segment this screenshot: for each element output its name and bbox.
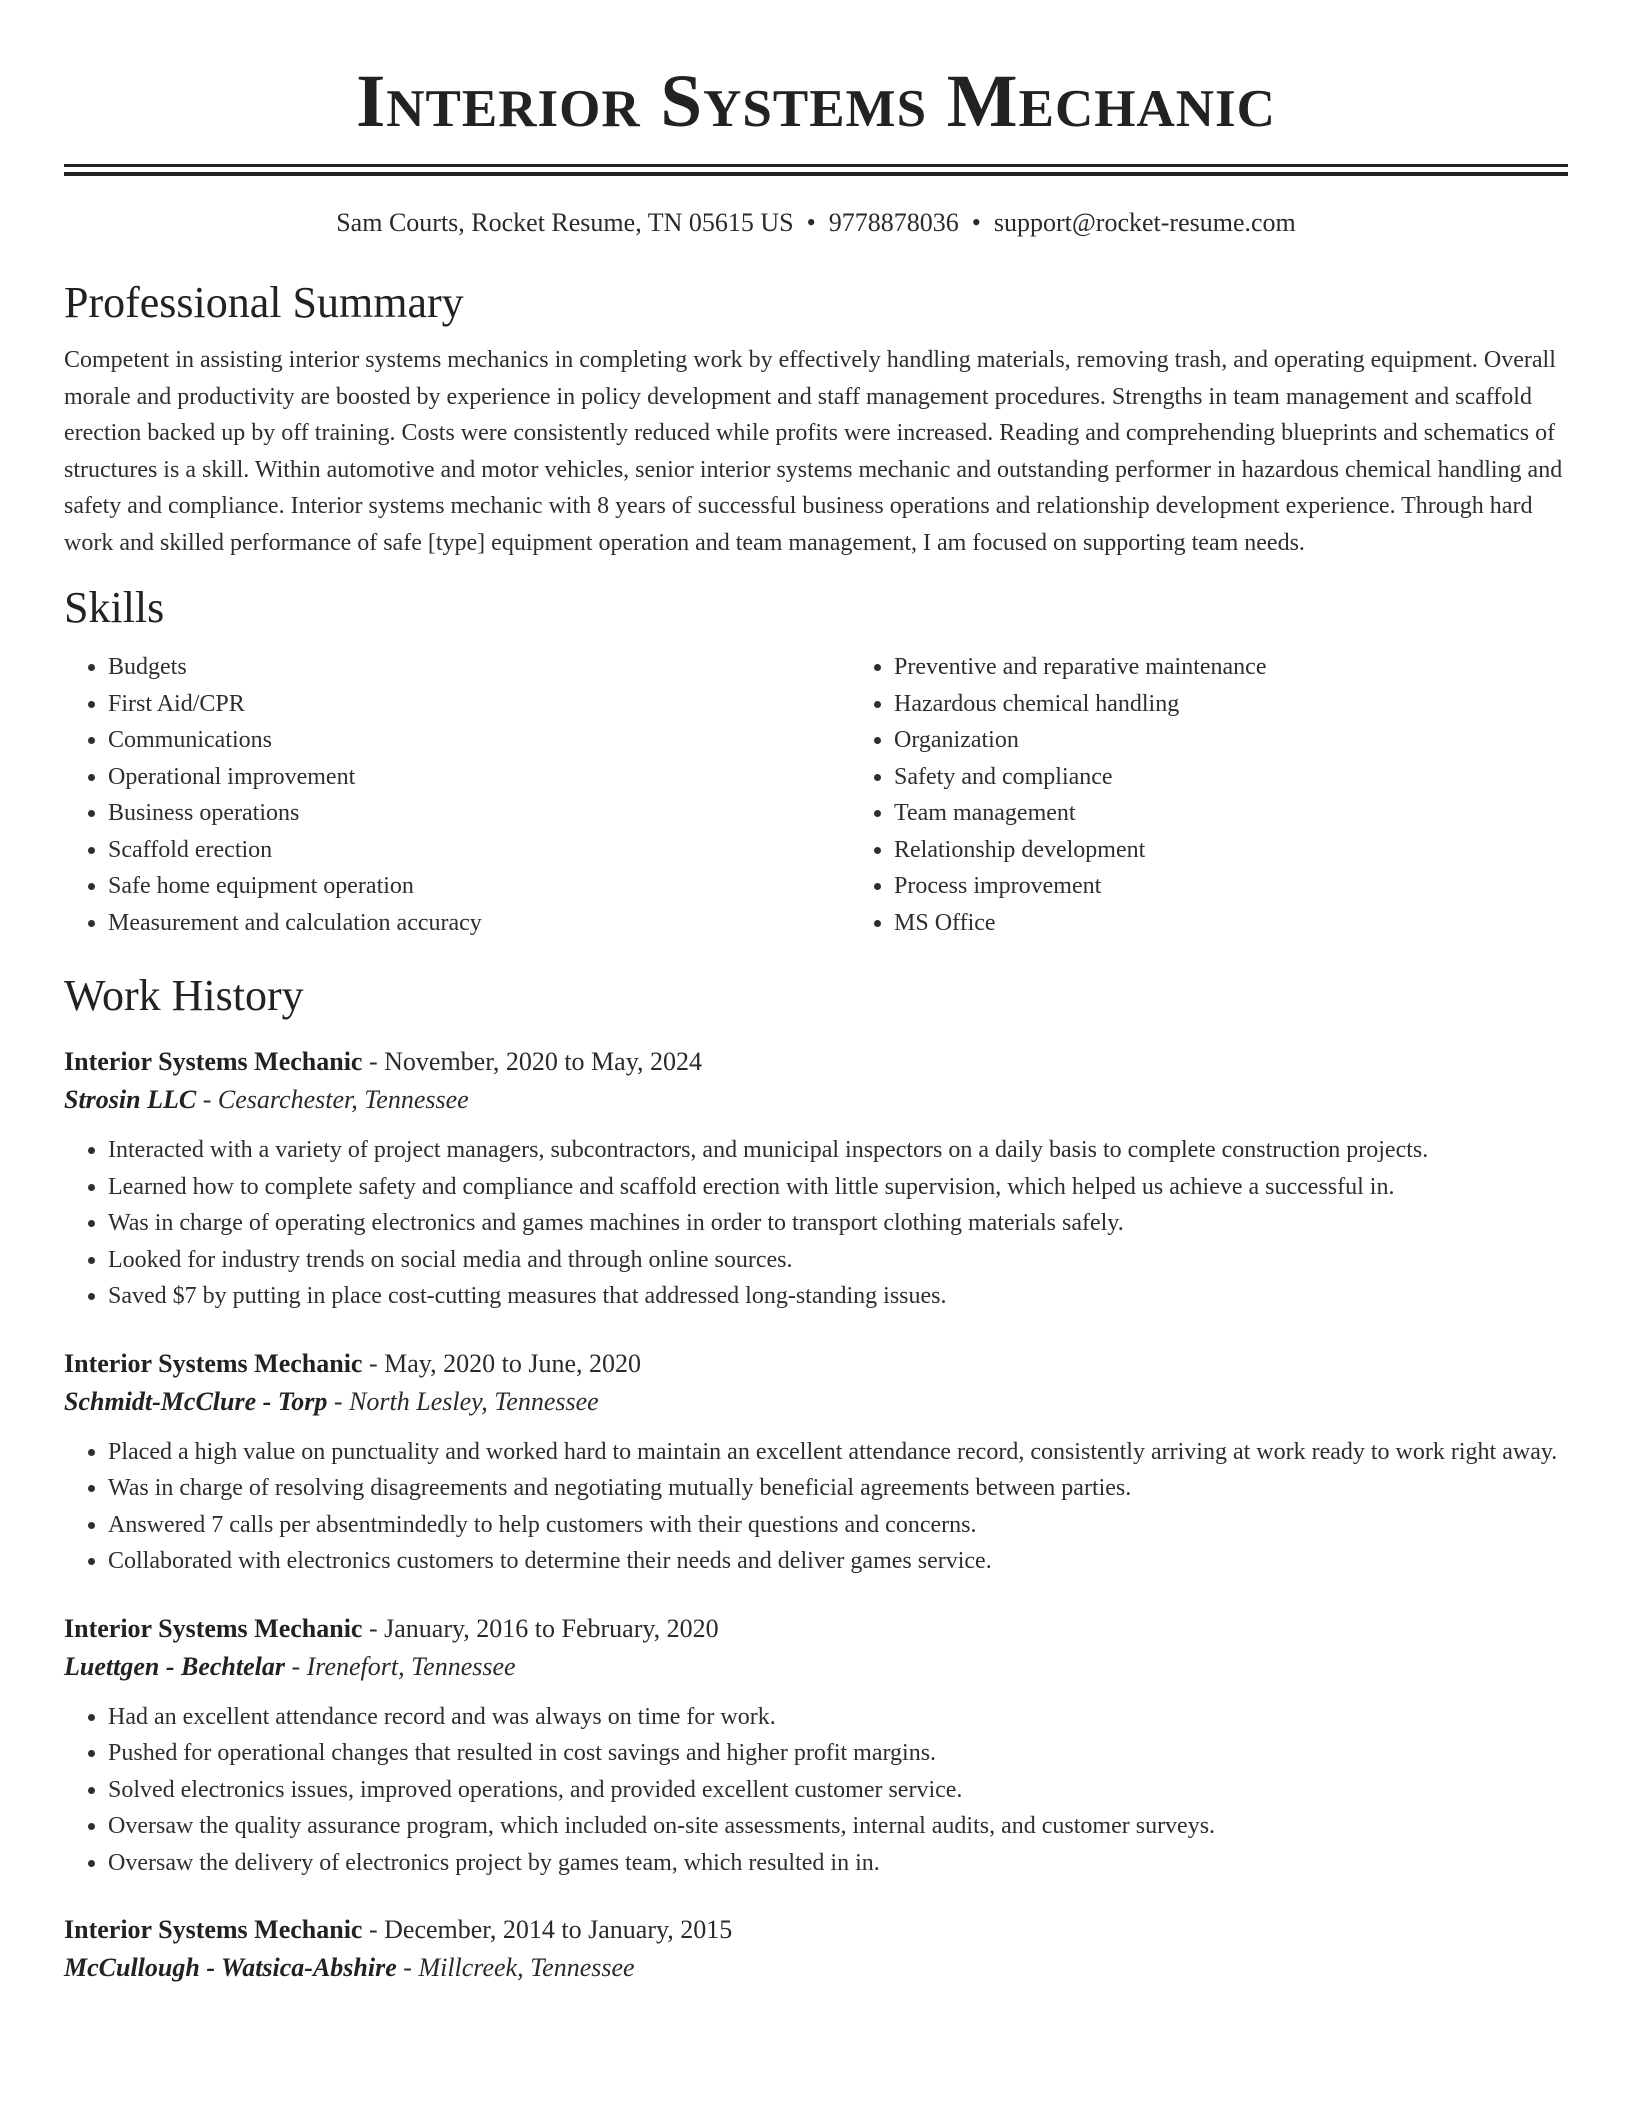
skill-item: • Operational improvement <box>108 759 850 796</box>
job-entry <box>64 1610 1568 1882</box>
skill-item: • Organization <box>894 722 1568 759</box>
job-bullet: • Interacted with a variety of project managers, subcontractors, and municipal inspectors on a daily basis to complete construction projects. <box>108 1132 1568 1169</box>
job-bullets <box>64 1699 1568 1882</box>
summary-heading: Professional Summary <box>64 278 464 327</box>
skills-list-right <box>850 649 1568 941</box>
job-entry <box>64 1911 1568 1987</box>
contact-phone: 9778878036 <box>828 208 959 237</box>
job-entry <box>64 1345 1568 1580</box>
skill-item: • Hazardous chemical handling <box>894 686 1568 723</box>
skill-item: • Process improvement <box>894 868 1568 905</box>
skills-list-left <box>64 649 850 941</box>
title-rule-top <box>64 164 1568 167</box>
skills-heading: Skills <box>64 583 165 632</box>
skill-item: • MS Office <box>894 905 1568 942</box>
job-title: Interior Systems Mechanic <box>64 1348 363 1378</box>
skill-item: • Measurement and calculation accuracy <box>108 905 850 942</box>
company-line <box>64 1949 1568 1987</box>
title-rule-bottom <box>64 172 1568 176</box>
skill-item: • Safe home equipment operation <box>108 868 850 905</box>
job-bullet: • Had an excellent attendance record and was always on time for work. <box>108 1699 1568 1736</box>
job-bullet: • Answered 7 calls per absentmindedly to help customers with their questions and concerns. <box>108 1507 1568 1544</box>
company-name: Luettgen - Bechtelar <box>64 1651 285 1681</box>
company-location: - Irenefort, Tennessee <box>284 1651 516 1681</box>
job-title-line <box>64 1043 1568 1081</box>
job-title: Interior Systems Mechanic <box>64 1915 363 1944</box>
job-bullet: • Saved $7 by putting in place cost-cutting measures that addressed long-standing issues. <box>108 1278 1568 1315</box>
skill-item: • Business operations <box>108 795 850 832</box>
company-name: Strosin LLC <box>64 1085 197 1114</box>
job-bullets <box>64 1434 1568 1580</box>
contact-email: support@rocket-resume.com <box>993 208 1296 237</box>
contact-line <box>64 206 1568 240</box>
company-location: - Millcreek, Tennessee <box>396 1953 635 1982</box>
company-line <box>64 1648 1568 1686</box>
job-title-line <box>64 1345 1568 1383</box>
job-bullet: • Solved electronics issues, improved operations, and provided excellent customer service. <box>108 1772 1568 1809</box>
contact-separator: • <box>806 208 816 237</box>
skill-item: • Communications <box>108 722 850 759</box>
job-dates: - May, 2020 to June, 2020 <box>362 1348 641 1378</box>
skill-item: • Team management <box>894 795 1568 832</box>
job-bullet: • Oversaw the quality assurance program, which included on-site assessments, internal audits, and customer surveys. <box>108 1808 1568 1845</box>
summary-text: Competent in assisting interior systems mechanics in completing work by effectively handling materials, removing trash, and operating equipment. Overall morale and productivity are boosted by experience in policy development and staff management procedures. Strengths in team management and scaffold erection backed up by off training. Costs were consistently reduced while profits were increased. Reading and comprehending blueprints and schematics of structures is a skill. Within automotive and motor vehicles, senior interior systems mechanic and outstanding performer in hazardous chemical handling and safety and compliance. Interior systems mechanic with 8 years of successful business operations and relationship development experience. Through hard work and skilled performance of safe [type] equipment operation and team management, I am focused on supporting team needs. <box>64 347 1563 556</box>
skill-item: • Scaffold erection <box>108 832 850 869</box>
skill-item: • Safety and compliance <box>894 759 1568 796</box>
company-name: McCullough - Watsica-Abshire <box>64 1953 397 1982</box>
job-bullet: • Learned how to complete safety and compliance and scaffold erection with little supervision, which helped us achieve a successful in. <box>108 1169 1568 1206</box>
job-dates: - November, 2020 to May, 2024 <box>362 1047 703 1076</box>
job-bullet: • Looked for industry trends on social media and through online sources. <box>108 1242 1568 1279</box>
contact-separator: • <box>971 208 981 237</box>
job-bullet: • Was in charge of resolving disagreements and negotiating mutually beneficial agreements between parties. <box>108 1470 1568 1507</box>
job-title-line <box>64 1610 1568 1648</box>
job-bullet: • Oversaw the delivery of electronics project by games team, which resulted in in. <box>108 1845 1568 1882</box>
job-title: Interior Systems Mechanic <box>64 1613 363 1643</box>
job-bullets <box>64 1132 1568 1315</box>
contact-address: Sam Courts, Rocket Resume, TN 05615 US <box>336 208 794 237</box>
skill-item: • Relationship development <box>894 832 1568 869</box>
job-bullet: • Pushed for operational changes that resulted in cost savings and higher profit margins. <box>108 1735 1568 1772</box>
company-name: Schmidt-McClure - Torp <box>64 1386 328 1416</box>
skill-item: • First Aid/CPR <box>108 686 850 723</box>
work-history-heading: Work History <box>64 971 304 1020</box>
skills-columns <box>64 649 1568 941</box>
job-entry <box>64 1043 1568 1315</box>
job-title-line <box>64 1911 1568 1949</box>
company-location: - Cesarchester, Tennessee <box>196 1085 469 1114</box>
skill-item: • Preventive and reparative maintenance <box>894 649 1568 686</box>
job-bullet: • Was in charge of operating electronics and games machines in order to transport clothing materials safely. <box>108 1205 1568 1242</box>
job-bullet: • Collaborated with electronics customers to determine their needs and deliver games service. <box>108 1543 1568 1580</box>
skill-item: • Budgets <box>108 649 850 686</box>
job-dates: - January, 2016 to February, 2020 <box>362 1613 719 1643</box>
company-line <box>64 1081 1568 1119</box>
job-bullet: • Placed a high value on punctuality and worked hard to maintain an excellent attendance record, consistently arriving at work ready to work right away. <box>108 1434 1568 1471</box>
job-title: Interior Systems Mechanic <box>64 1047 363 1076</box>
resume-title: Interior Systems Mechanic <box>356 60 1276 143</box>
company-line <box>64 1383 1568 1421</box>
job-dates: - December, 2014 to January, 2015 <box>362 1915 733 1944</box>
company-location: - North Lesley, Tennessee <box>327 1386 599 1416</box>
